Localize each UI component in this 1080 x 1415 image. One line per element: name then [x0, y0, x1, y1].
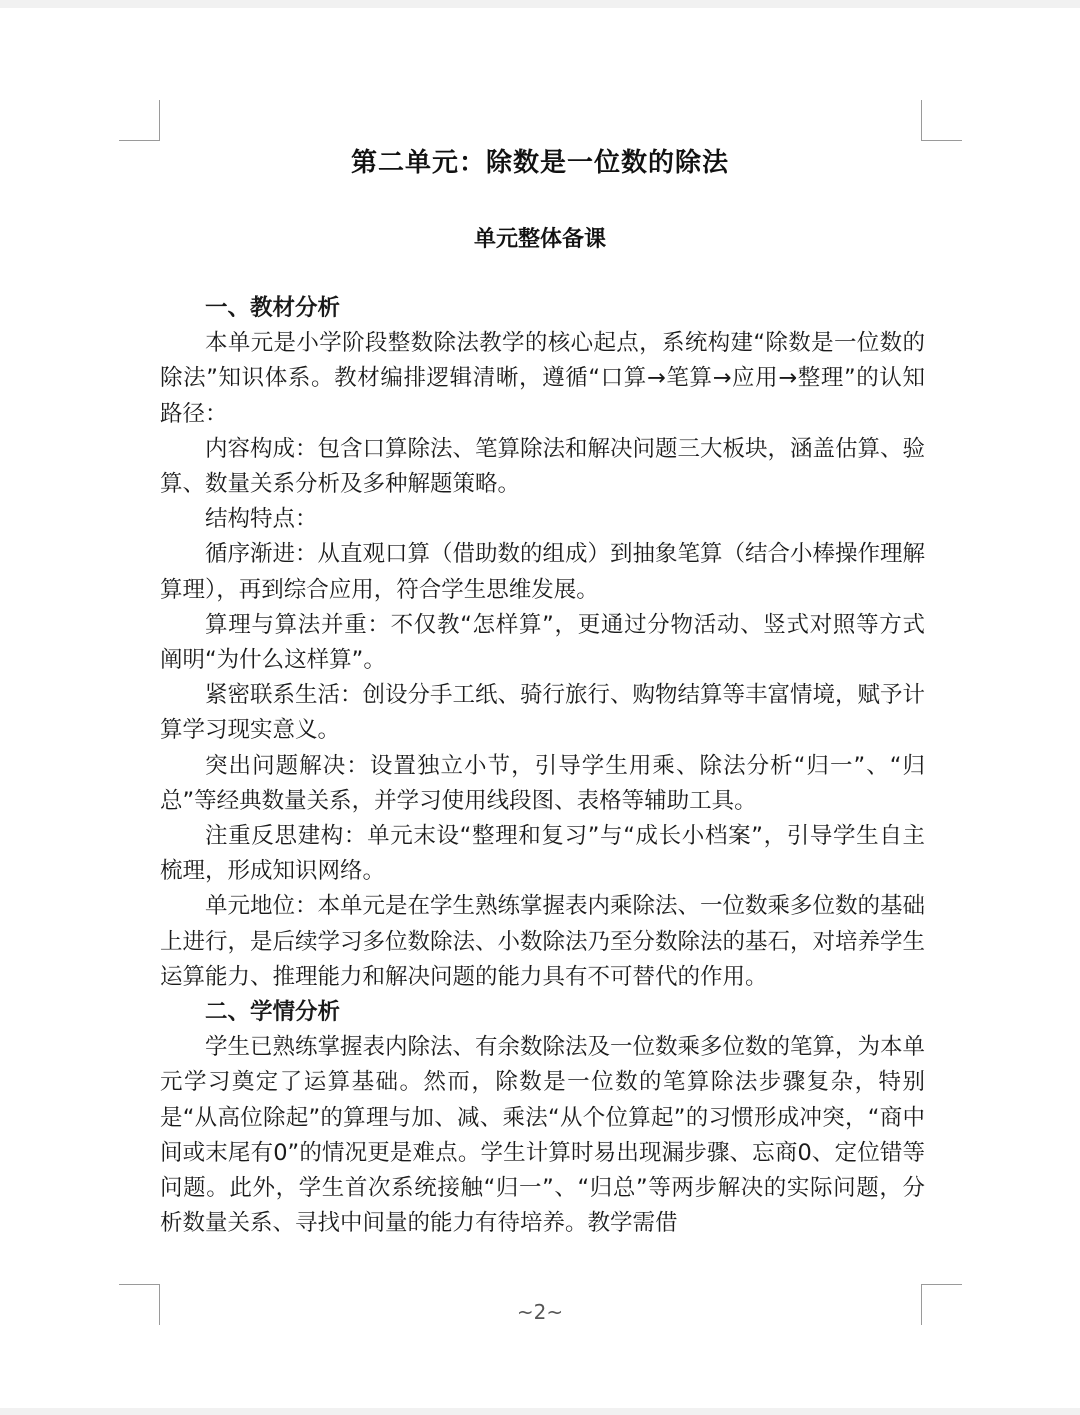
paragraph: 学生已熟练掌握表内除法、有余数除法及一位数乘多位数的笔算，为本单元学习奠定了运算基础。然而，除数是一位数的笔算除法步骤复杂，特别是“从高位除起”的算理与加、减、乘法“从个位算起”的习惯形成冲突，“商中间或末尾有0”的情况更是难点。学生计算时易出现漏步骤、忘商0、定位错等问题。此外，学生首次系统接触“归一”、“归总”等两步解决的实际问题，分析数量关系、寻找中间量的能力有待培养。教学需借 — [160, 1034, 926, 1237]
section-heading-materials: 一、教材分析 — [205, 295, 341, 321]
paragraph: 内容构成：包含口算除法、笔算除法和解决问题三大板块，涵盖估算、验算、数量关系分析及多种解题策略。 — [160, 435, 926, 498]
document-body — [160, 291, 925, 1241]
paragraph: 算理与算法并重：不仅教“怎样算”，更通过分物活动、竖式对照等方式阐明“为什么这样算”。 — [160, 611, 925, 674]
paragraph: 注重反思建构：单元末设“整理和复习”与“成长小档案”，引导学生自主梳理，形成知识网络。 — [160, 823, 925, 885]
paragraph: 突出问题解决：设置独立小节，引导学生用乘、除法分析“归一”、“归总”等经典数量关系，并学习使用线段图、表格等辅助工具。 — [160, 752, 925, 814]
paragraph: 紧密联系生活：创设分手工纸、骑行旅行、购物结算等丰富情境，赋予计算学习现实意义。 — [160, 682, 926, 744]
paragraph: 结构特点： — [205, 506, 318, 533]
section-heading-learners: 二、学情分析 — [205, 999, 341, 1026]
page-number: ~2~ — [516, 1300, 564, 1324]
paragraph: 本单元是小学阶段整数除法教学的核心起点，系统构建“除数是一位数的除法”知识体系。教材编排逻辑清晰，遵循“口算→笔算→应用→整理”的认知路径： — [160, 330, 925, 427]
document-title: 第二单元：除数是一位数的除法 — [350, 148, 729, 178]
document-page — [0, 8, 1080, 1408]
paragraph: 循序渐进：从直观口算（借助数的组成）到抽象笔算（结合小棒操作理解算理），再到综合应用，符合学生思维发展。 — [160, 541, 926, 603]
document-subtitle: 单元整体备课 — [473, 227, 606, 252]
crop-mark-top-left — [119, 100, 160, 141]
paragraph: 单元地位：本单元是在学生熟练掌握表内乘除法、一位数乘多位数的基础上进行，是后续学习多位数除法、小数除法乃至分数除法的基石，对培养学生运算能力、推理能力和解决问题的能力具有不可替代的作用。 — [160, 893, 926, 990]
crop-mark-top-right — [921, 100, 962, 141]
